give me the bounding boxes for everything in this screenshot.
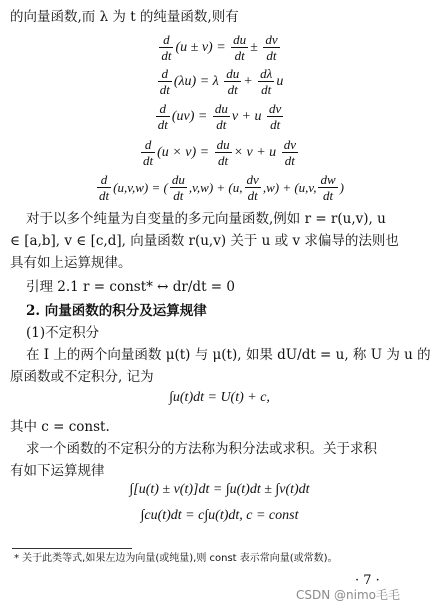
paragraph-multivariable-3: 具有如上运算规律。 [10, 255, 132, 271]
fraction [245, 172, 261, 203]
fraction [159, 32, 173, 63]
denominator: dt [173, 188, 184, 203]
equation-indefinite-integral: ∫u(t)dt = U(t) + c, [169, 390, 270, 405]
eq-text: ,v,w) + (u, [188, 179, 243, 195]
eq-text: + [243, 73, 253, 89]
numerator: d [156, 101, 170, 117]
eq-text: u [276, 73, 284, 89]
eq-text: v + u [231, 108, 262, 124]
numerator: dv [246, 172, 259, 187]
fraction [158, 66, 172, 97]
equation-scalar-product-derivative [0, 66, 439, 97]
footnote-divider [12, 548, 132, 549]
section-heading: 2. 向量函数的积分及运算规律 [26, 303, 207, 319]
fraction [97, 172, 111, 203]
denominator: dt [270, 117, 281, 132]
fraction [258, 66, 274, 97]
denominator: dt [247, 188, 258, 203]
fraction [224, 66, 241, 97]
eq-text: (u × v) = [157, 144, 210, 160]
intro-line: 的向量函数,而 λ 为 t 的纯量函数,则有 [10, 9, 239, 25]
numerator: du [216, 137, 230, 152]
definition-line-2: 原函数或不定积分, 记为 [10, 369, 154, 385]
denominator: dt [161, 48, 172, 63]
eq-text: ,w) + (u,v, [262, 179, 317, 195]
lemma-2-1: 引理 2.1 r = const* ↔ dr/dt = 0 [26, 279, 235, 295]
equation-integral-sum-rule: ∫[u(t) ± v(t)]dt = ∫u(t)dt ± ∫v(t)dt [129, 482, 310, 497]
eq-text: (u ± v) = [175, 39, 226, 55]
equation-integral-scalar-rule: ∫cu(t)dt = c∫u(t)dt, c = const [140, 508, 299, 523]
definition-line-1: 在 I 上的两个向量函数 μ(t) 与 μ(t), 如果 dU/dt = u, 称 U 为 u 的 [26, 347, 431, 363]
numerator: d [141, 137, 155, 153]
paragraph-multivariable-2: ∈ [a,b], v ∈ [c,d], 向量函数 r(u,v) 关于 u 或 v 求偏导的法则也 [10, 233, 399, 249]
numerator: dw [320, 172, 336, 187]
fraction [141, 137, 155, 168]
numerator: d [158, 66, 172, 82]
paragraph-multivariable-1: 对于以多个纯量为自变量的多元向量函数,例如 r = r(u,v), u [26, 211, 386, 227]
numerator: dv [265, 32, 278, 47]
numerator: dv [283, 137, 296, 152]
denominator: dt [159, 82, 170, 97]
numerator: d [159, 32, 173, 48]
fraction [215, 137, 232, 168]
constant-note: 其中 c = const. [10, 419, 110, 435]
paragraph-method-1: 求一个函数的不定积分的方法称为积分法或求积。关于求积 [26, 441, 377, 457]
eq-text: ) [339, 179, 344, 195]
denominator: dt [216, 117, 227, 132]
equation-dot-product-derivative [0, 101, 439, 132]
denominator: dt [323, 188, 334, 203]
numerator: dλ [260, 66, 273, 81]
denominator: dt [218, 153, 229, 168]
numerator: du [171, 172, 185, 187]
fraction [231, 32, 248, 63]
equation-sum-derivative [0, 32, 439, 63]
fraction [156, 101, 170, 132]
denominator: dt [284, 153, 295, 168]
fraction [282, 137, 298, 168]
eq-text: (λu) = λ [173, 73, 219, 89]
fraction [318, 172, 337, 203]
numerator: dv [269, 101, 282, 116]
denominator: dt [234, 48, 245, 63]
paragraph-method-2: 有如下运算规律 [10, 463, 105, 479]
fraction [263, 32, 279, 63]
equation-cross-product-derivative [0, 137, 439, 168]
denominator: dt [143, 153, 154, 168]
denominator: dt [227, 82, 238, 97]
eq-text: (uv) = [171, 108, 208, 124]
denominator: dt [157, 117, 168, 132]
fraction [170, 172, 187, 203]
numerator: du [226, 66, 240, 81]
eq-text: (u,v,w) = ( [113, 179, 168, 195]
denominator: dt [266, 48, 277, 63]
fraction [213, 101, 230, 132]
eq-text: × v + u [233, 144, 277, 160]
numerator: du [233, 32, 247, 47]
eq-text: ± [250, 39, 258, 55]
numerator: du [214, 101, 228, 116]
subsection-heading: (1)不定积分 [26, 325, 100, 341]
numerator: d [97, 172, 111, 188]
equation-triple-product-derivative [0, 172, 439, 203]
denominator: dt [98, 188, 110, 203]
fraction [267, 101, 283, 132]
denominator: dt [261, 82, 272, 97]
footnote: * 关于此类等式,如果左边为向量(或纯量),则 const 表示常向量(或常数)。 [14, 553, 338, 564]
watermark: CSDN @nimo毛毛 [296, 588, 400, 602]
page-number: · 7 · [355, 573, 380, 588]
